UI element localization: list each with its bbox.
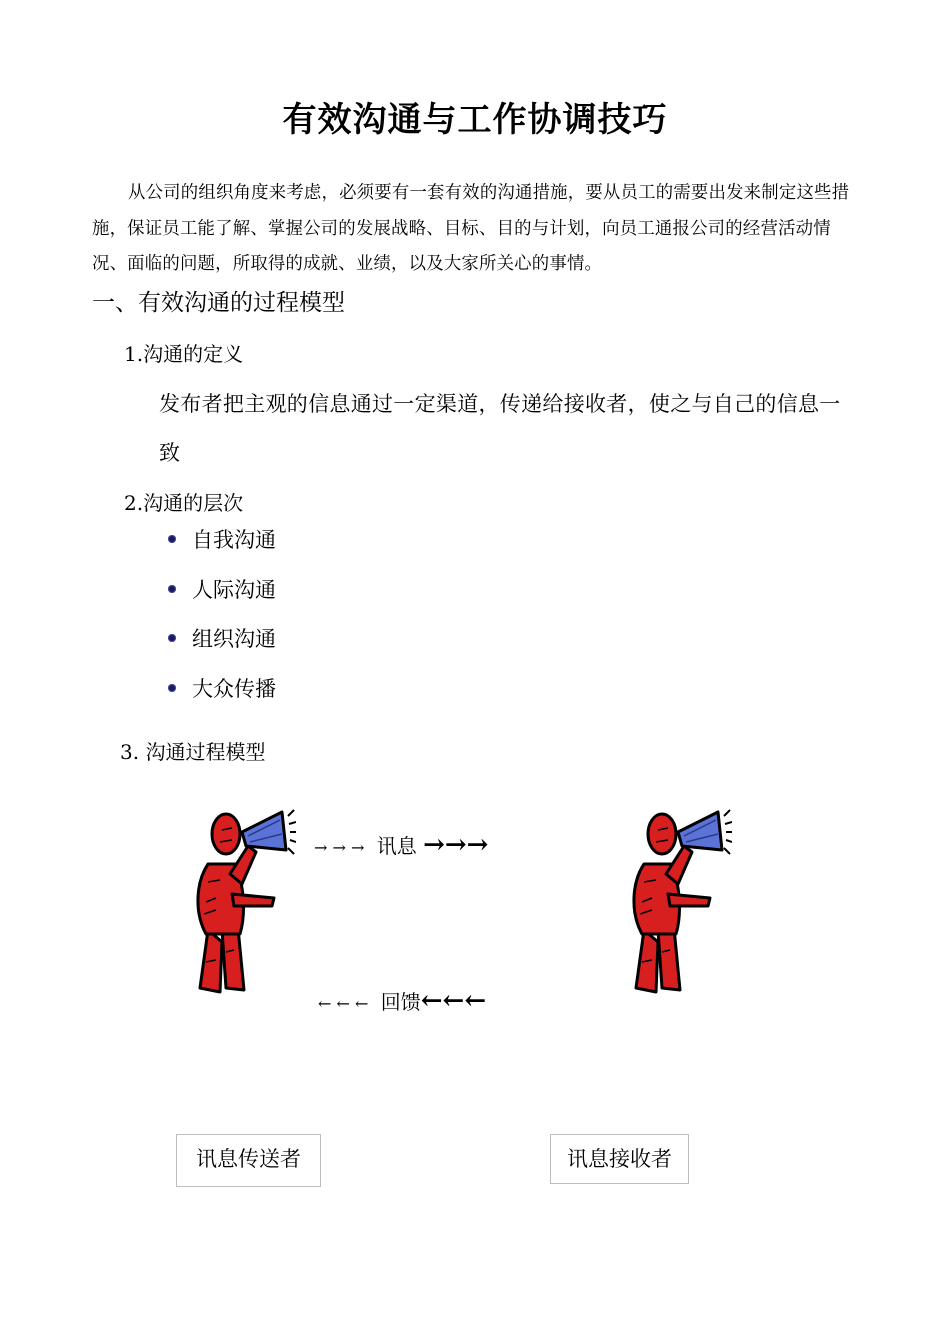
bullet-dot-icon — [168, 535, 176, 543]
page-title: 有效沟通与工作协调技巧 — [282, 100, 668, 140]
receiver-box — [550, 1134, 689, 1184]
sender-megaphone-figure-icon — [186, 802, 296, 998]
feedback-arrow-label — [318, 986, 486, 1016]
feedback-label: 回馈 — [380, 990, 421, 1014]
bullet-text: 组织沟通 — [192, 627, 276, 651]
item-model-label: 3. 沟通过程模型 — [120, 740, 266, 764]
sender-label: 讯息传送者 — [196, 1147, 301, 1171]
intro-paragraph: 从公司的组织角度来考虑，必须要有一套有效的沟通措施，要从员工的需要出发来制定这些措施，保证员工能了解、掌握公司的发展战略、目标、目的与计划，向员工通报公司的经营活动情况、面临的问题，所取得的成就、业绩，以及大家所关心的事情。 — [92, 183, 850, 274]
receiver-label: 讯息接收者 — [567, 1147, 672, 1171]
definition-text: 发布者把主观的信息通过一定渠道，传递给接收者，使之与自己的信息一致 — [159, 392, 841, 465]
bullet-item — [168, 673, 276, 703]
bullet-text: 大众传播 — [192, 677, 276, 701]
message-label: 讯息 — [376, 834, 417, 858]
bullet-dot-icon — [168, 684, 176, 692]
small-right-arrows: → → → — [314, 838, 365, 857]
big-left-arrows: ←←← — [420, 986, 487, 1016]
item-levels-label: 2.沟通的层次 — [124, 491, 244, 515]
receiver-megaphone-figure-icon — [622, 802, 732, 998]
message-arrow-label — [314, 830, 488, 860]
bullet-item — [168, 524, 276, 554]
bullet-item — [168, 623, 276, 653]
sender-box — [176, 1134, 321, 1187]
bullet-text: 自我沟通 — [192, 528, 276, 552]
bullet-text: 人际沟通 — [192, 578, 276, 602]
bullet-item — [168, 574, 276, 604]
big-right-arrows: →→→ — [423, 830, 489, 860]
bullet-dot-icon — [168, 585, 176, 593]
section-heading: 一、有效沟通的过程模型 — [92, 290, 345, 316]
bullet-dot-icon — [168, 634, 176, 642]
small-left-arrows: ← ← ← — [318, 994, 369, 1013]
item-definition-label: 1.沟通的定义 — [124, 342, 244, 366]
